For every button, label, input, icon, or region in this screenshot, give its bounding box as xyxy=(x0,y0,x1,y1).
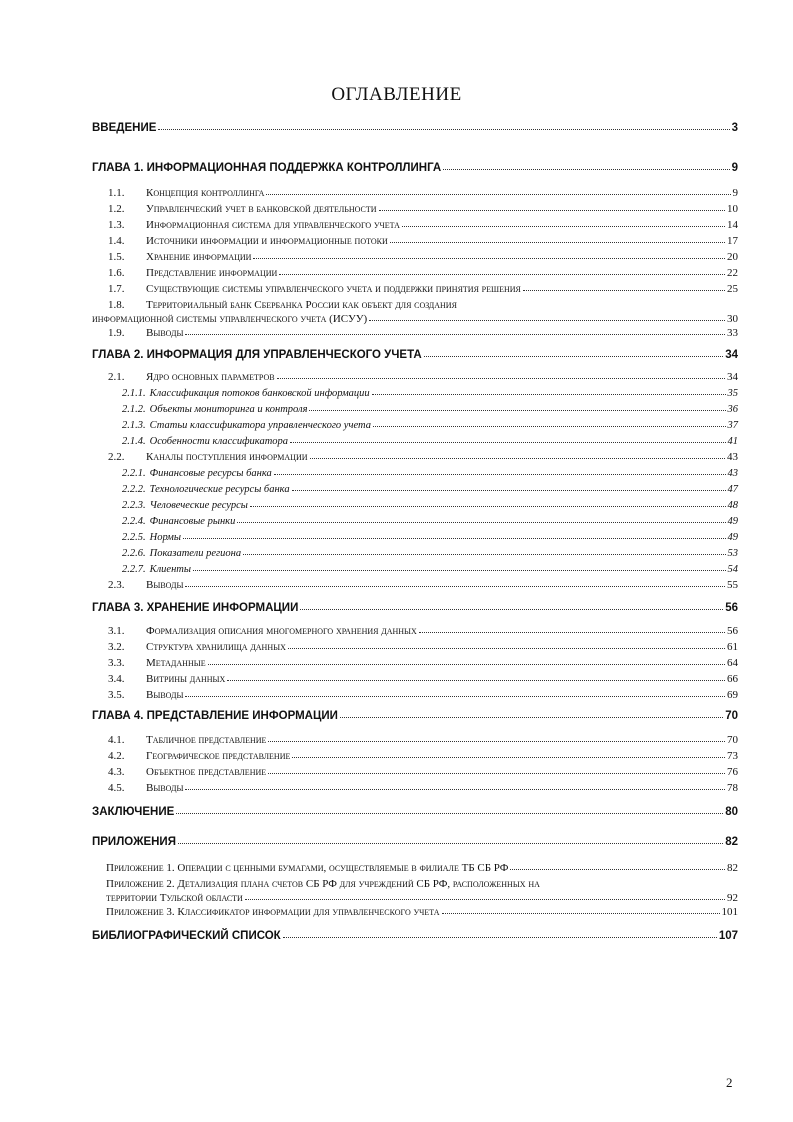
toc-entry-number: 2.2.1. xyxy=(122,468,146,480)
toc-entry-title: Особенности классификатора xyxy=(149,436,289,448)
toc-entry-number: 1.9. xyxy=(108,327,125,339)
toc-entry[interactable] xyxy=(122,543,738,559)
toc-entry-page: 78 xyxy=(727,782,738,794)
toc-entry-page: 48 xyxy=(727,500,738,512)
toc-entry-number: 4.1. xyxy=(108,734,125,746)
toc-entry-number: 4.3. xyxy=(108,766,125,778)
dot-leader xyxy=(424,356,724,357)
toc-entry-number: 2.3. xyxy=(108,579,125,591)
toc-entry[interactable] xyxy=(122,527,738,543)
toc-entry-page: 70 xyxy=(725,710,738,722)
toc-entry[interactable] xyxy=(122,431,738,447)
toc-entry-page: 10 xyxy=(727,203,738,215)
toc-entry-title: Нормы xyxy=(149,532,181,544)
toc-entry-title: Представление информации xyxy=(146,267,278,279)
toc-entry-title: Приложение 1. Операции с ценными бумагами, осуществляемые в филиале ТБ СБ РФ xyxy=(106,862,509,874)
toc-entry-page: 49 xyxy=(727,532,738,544)
toc-entry-page: 43 xyxy=(727,451,738,463)
toc-entry-page: 22 xyxy=(727,267,738,279)
toc-entry[interactable] xyxy=(108,199,738,215)
toc-entry[interactable] xyxy=(122,463,738,479)
toc-entry-number: 4.5. xyxy=(108,782,125,794)
toc-entry-number: 1.2. xyxy=(108,203,125,215)
dot-leader xyxy=(237,522,725,523)
toc-entry[interactable] xyxy=(108,183,738,199)
toc-entry-number: 4.2. xyxy=(108,750,125,762)
toc-entry-title: Статьи классификатора управленческого учета xyxy=(149,420,371,432)
toc-entry-title: Приложение 2. Детализация плана счетов СБ РФ для учреждений СБ РФ, расположенных на xyxy=(106,878,540,890)
dot-leader xyxy=(443,169,729,170)
toc-entry[interactable] xyxy=(108,669,738,685)
toc-entry-page: 56 xyxy=(725,602,738,614)
toc-entry-page: 14 xyxy=(727,219,738,231)
toc-entry[interactable] xyxy=(108,685,738,701)
toc-entry[interactable] xyxy=(92,926,738,942)
toc-entry-number: 2.2. xyxy=(108,451,125,463)
toc-entry-title: ГЛАВА 4. ПРЕДСТАВЛЕНИЕ ИНФОРМАЦИИ xyxy=(92,710,338,722)
toc-entry-number: 2.1.3. xyxy=(122,420,146,432)
toc-entry-page: 73 xyxy=(727,750,738,762)
dot-leader xyxy=(253,258,725,259)
toc-entry[interactable] xyxy=(108,575,738,591)
toc-entry-title: Формализация описания многомерного хранения данных xyxy=(146,625,417,637)
toc-entry-title: Человеческие ресурсы xyxy=(149,500,248,512)
toc-entry[interactable] xyxy=(108,637,738,653)
toc-entry-title: ГЛАВА 1. ИНФОРМАЦИОННАЯ ПОДДЕРЖКА КОНТРОЛЛИНГА xyxy=(92,162,442,174)
toc-entry-number: 3.3. xyxy=(108,657,125,669)
toc-entry-title: ГЛАВА 3. ХРАНЕНИЕ ИНФОРМАЦИИ xyxy=(92,602,299,614)
dot-leader xyxy=(292,490,726,491)
toc-entry-page: 37 xyxy=(727,420,738,432)
toc-entry-number: 2.2.5. xyxy=(122,532,146,544)
toc-entry[interactable] xyxy=(122,399,738,415)
toc-entry[interactable] xyxy=(106,902,738,918)
dot-leader xyxy=(185,696,725,697)
toc-entry-number: 3.2. xyxy=(108,641,125,653)
dot-leader xyxy=(185,334,725,335)
toc-entry-number: 1.1. xyxy=(108,187,125,199)
toc-entry-number: 1.8. xyxy=(108,299,125,311)
toc-entry[interactable] xyxy=(108,621,738,637)
toc-entry[interactable] xyxy=(92,158,738,174)
toc-entry-page: 64 xyxy=(727,657,738,669)
toc-entry[interactable] xyxy=(106,858,738,874)
toc-entry[interactable] xyxy=(108,263,738,279)
page-title: ОГЛАВЛЕНИЕ xyxy=(331,84,462,105)
dot-leader xyxy=(158,129,729,130)
toc-entry-title: Ядро основных параметров xyxy=(146,371,275,383)
dot-leader xyxy=(369,320,725,321)
dot-leader xyxy=(185,586,725,587)
toc-entry-page: 47 xyxy=(727,484,738,496)
toc-entry-page: 101 xyxy=(721,906,738,918)
toc-entry-page: 107 xyxy=(718,930,738,942)
toc-entry[interactable] xyxy=(108,746,738,762)
toc-entry-title: Существующие системы управленческого учета и поддержки принятия решения xyxy=(146,283,521,295)
toc-entry-title: БИБЛИОГРАФИЧЕСКИЙ СПИСОК xyxy=(92,930,281,942)
dot-leader xyxy=(268,741,725,742)
toc-entry-title: Объектное представление xyxy=(146,766,267,778)
toc-entry-title: Показатели региона xyxy=(149,548,242,560)
dot-leader xyxy=(309,410,725,411)
dot-leader xyxy=(523,290,725,291)
toc-entry-title: ПРИЛОЖЕНИЯ xyxy=(92,836,176,848)
toc-entry-page: 80 xyxy=(725,806,738,818)
toc-entry-title: ВВЕДЕНИЕ xyxy=(92,122,157,134)
toc-entry-title: Классификация потоков банковской информации xyxy=(149,388,370,400)
toc-entry-page: 17 xyxy=(727,235,738,247)
dot-leader xyxy=(310,458,725,459)
toc-entry-title: Управленческий учет в банковской деятельности xyxy=(146,203,377,215)
toc-entry[interactable] xyxy=(108,653,738,669)
toc-entry-number: 2.2.2. xyxy=(122,484,146,496)
toc-entry-title: Выводы xyxy=(146,579,184,591)
toc-entry[interactable] xyxy=(92,832,738,848)
toc-entry-page: 49 xyxy=(727,516,738,528)
toc-entry-title: Табличное представление xyxy=(146,734,267,746)
toc-entry-page: 41 xyxy=(727,436,738,448)
toc-entry-title: Клиенты xyxy=(149,564,191,576)
dot-leader xyxy=(373,426,726,427)
toc-entry[interactable] xyxy=(108,247,738,263)
toc-entry-page: 82 xyxy=(725,836,738,848)
dot-leader xyxy=(245,899,725,900)
toc-entry[interactable] xyxy=(92,598,738,614)
toc-entry-page: 35 xyxy=(727,388,738,400)
toc-entry-page: 33 xyxy=(727,327,738,339)
toc-entry-title: Выводы xyxy=(146,689,184,701)
dot-leader xyxy=(390,242,725,243)
toc-entry-number: 3.5. xyxy=(108,689,125,701)
toc-entry[interactable] xyxy=(122,511,738,527)
toc-entry-title: Хранение информации xyxy=(146,251,252,263)
dot-leader xyxy=(379,210,725,211)
dot-leader xyxy=(290,442,725,443)
dot-leader xyxy=(372,394,726,395)
toc-entry-page: 9 xyxy=(732,187,738,199)
toc-entry-page: 61 xyxy=(727,641,738,653)
toc-entry-number: 2.2.3. xyxy=(122,500,146,512)
dot-leader xyxy=(279,274,725,275)
toc-entry-title: Выводы xyxy=(146,782,184,794)
toc-entry-page: 69 xyxy=(727,689,738,701)
dot-leader xyxy=(185,789,725,790)
toc-entry-title: Источники информации и информационные потоки xyxy=(146,235,388,247)
toc-entry-page: 3 xyxy=(731,122,738,134)
toc-entry-title: Территориальный банк Сбербанка России как объект для создания xyxy=(146,299,457,311)
toc-entry-page: 70 xyxy=(727,734,738,746)
dot-leader xyxy=(283,937,717,938)
toc-entry-page: 56 xyxy=(727,625,738,637)
toc-entry-title: территории Тульской области xyxy=(106,892,243,904)
toc-entry-page: 36 xyxy=(727,404,738,416)
toc-entry-title: Приложение 3. Классификатор информации для управленческого учета xyxy=(106,906,440,918)
toc-entry-title: Географическое представление xyxy=(146,750,291,762)
dot-leader xyxy=(250,506,726,507)
dot-leader xyxy=(419,632,725,633)
toc-entry[interactable] xyxy=(92,802,738,818)
toc-entry-number: 2.1. xyxy=(108,371,125,383)
dot-leader xyxy=(300,609,723,610)
toc-entry-page: 66 xyxy=(727,673,738,685)
toc-entry[interactable] xyxy=(108,730,738,746)
toc-entry-page: 20 xyxy=(727,251,738,263)
toc-entry[interactable] xyxy=(108,279,738,295)
dot-leader xyxy=(274,474,726,475)
dot-leader xyxy=(178,843,723,844)
dot-leader xyxy=(292,757,725,758)
toc-entry[interactable] xyxy=(122,383,738,399)
toc-entry-title: Метаданные xyxy=(146,657,206,669)
toc-entry-page: 53 xyxy=(727,548,738,560)
toc-entry-number: 2.2.4. xyxy=(122,516,146,528)
toc-entry-title: Финансовые ресурсы банка xyxy=(149,468,272,480)
toc-entry-title: Объекты мониторинга и контроля xyxy=(149,404,308,416)
toc-entry-page: 92 xyxy=(727,892,738,904)
toc-entry-number: 1.3. xyxy=(108,219,125,231)
toc-entry[interactable] xyxy=(122,479,738,495)
toc-entry-page: 76 xyxy=(727,766,738,778)
dot-leader xyxy=(277,378,725,379)
toc-entry-title: Структура хранилища данных xyxy=(146,641,286,653)
toc-entry-number: 2.2.6. xyxy=(122,548,146,560)
toc-entry-page: 30 xyxy=(727,313,738,325)
toc-entry-number: 1.6. xyxy=(108,267,125,279)
dot-leader xyxy=(193,570,726,571)
toc-entry[interactable] xyxy=(108,447,738,463)
toc-entry-title: Финансовые рынки xyxy=(149,516,236,528)
toc-entry-number: 1.5. xyxy=(108,251,125,263)
toc-entry-number: 2.1.1. xyxy=(122,388,146,400)
toc-entry-page: 54 xyxy=(727,564,738,576)
dot-leader xyxy=(176,813,723,814)
dot-leader xyxy=(340,717,723,718)
dot-leader xyxy=(266,194,730,195)
toc-entry-title: Концепция контроллинга xyxy=(146,187,265,199)
dot-leader xyxy=(442,913,720,914)
toc-entry-title: Каналы поступления информации xyxy=(146,451,308,463)
toc-entry[interactable] xyxy=(108,215,738,231)
page-number: 2 xyxy=(726,1075,733,1090)
toc-entry-number: 3.1. xyxy=(108,625,125,637)
toc-entry-page: 55 xyxy=(727,579,738,591)
toc-entry-page: 25 xyxy=(727,283,738,295)
toc-entry-page: 34 xyxy=(725,349,738,361)
toc-entry-title: Витрины данных xyxy=(146,673,226,685)
dot-leader xyxy=(510,869,725,870)
toc-entry[interactable] xyxy=(92,118,738,134)
toc-entry-title: ЗАКЛЮЧЕНИЕ xyxy=(92,806,175,818)
toc-entry-page: 34 xyxy=(727,371,738,383)
toc-entry-number: 1.7. xyxy=(108,283,125,295)
toc-entry[interactable] xyxy=(122,415,738,431)
toc-entry[interactable] xyxy=(122,495,738,511)
toc-entry-number: 2.2.7. xyxy=(122,564,146,576)
dot-leader xyxy=(227,680,725,681)
toc-entry-number: 2.1.4. xyxy=(122,436,146,448)
toc-entry[interactable] xyxy=(92,345,738,361)
toc-entry[interactable] xyxy=(108,778,738,794)
dot-leader xyxy=(243,554,725,555)
dot-leader xyxy=(208,664,725,665)
toc-entry-title: Технологические ресурсы банка xyxy=(149,484,290,496)
dot-leader xyxy=(402,226,725,227)
dot-leader xyxy=(268,773,725,774)
toc-entry[interactable] xyxy=(108,367,738,383)
toc-entry[interactable] xyxy=(122,559,738,575)
dot-leader xyxy=(288,648,725,649)
toc-entry[interactable] xyxy=(108,231,738,247)
toc-entry-title: Информационная система для управленческого учета xyxy=(146,219,400,231)
toc-entry[interactable] xyxy=(108,762,738,778)
toc-entry[interactable] xyxy=(92,706,738,722)
toc-entry-title: ГЛАВА 2. ИНФОРМАЦИЯ ДЛЯ УПРАВЛЕНЧЕСКОГО УЧЕТА xyxy=(92,349,422,361)
toc-entry-title: информационной системы управленческого учета (ИСУУ) xyxy=(92,313,368,325)
toc-entry-title: Выводы xyxy=(146,327,184,339)
toc-entry[interactable] xyxy=(108,323,738,339)
toc-entry-number: 1.4. xyxy=(108,235,125,247)
toc-entry-page: 9 xyxy=(731,162,738,174)
toc-entry-number: 3.4. xyxy=(108,673,125,685)
toc-entry-page: 43 xyxy=(727,468,738,480)
dot-leader xyxy=(183,538,726,539)
toc-entry-page: 82 xyxy=(727,862,738,874)
toc-entry-number: 2.1.2. xyxy=(122,404,146,416)
